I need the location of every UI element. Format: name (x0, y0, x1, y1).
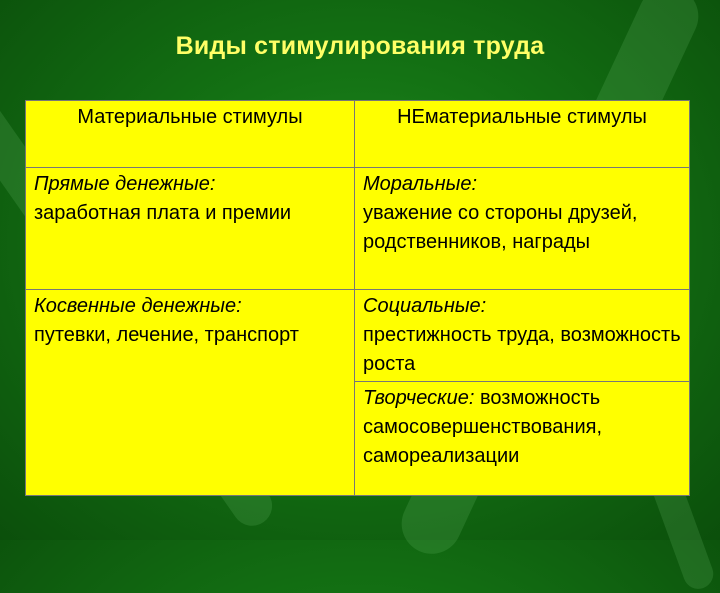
cell-indirect-monetary (26, 290, 355, 496)
table-row (26, 290, 690, 382)
table-header-row (26, 101, 690, 168)
table-row (26, 168, 690, 290)
cell-label: Социальные: (363, 295, 487, 317)
cell-creative (355, 382, 690, 496)
cell-text: уважение со стороны друзей, родственников, награды (363, 202, 638, 253)
cell-direct-monetary (26, 168, 355, 290)
cell-text: возможность самосовершенствования, самореализации (363, 387, 603, 467)
cell-label: Косвенные денежные: (34, 295, 242, 317)
cell-text: путевки, лечение, транспорт (34, 324, 299, 346)
cell-text: заработная плата и премии (34, 202, 292, 224)
header-material: Материальные стимулы (26, 101, 355, 168)
cell-text: престижность труда, возможность роста (363, 324, 681, 375)
cell-label: Моральные: (363, 173, 478, 195)
header-nonmaterial: НЕматериальные стимулы (355, 101, 690, 168)
stimulus-table (25, 100, 690, 496)
slide-title: Виды стимулирования труда (175, 32, 545, 60)
cell-moral (355, 168, 690, 290)
cell-label: Прямые денежные: (34, 173, 216, 195)
cell-social (355, 290, 690, 382)
cell-label: Творческие: (363, 387, 475, 409)
